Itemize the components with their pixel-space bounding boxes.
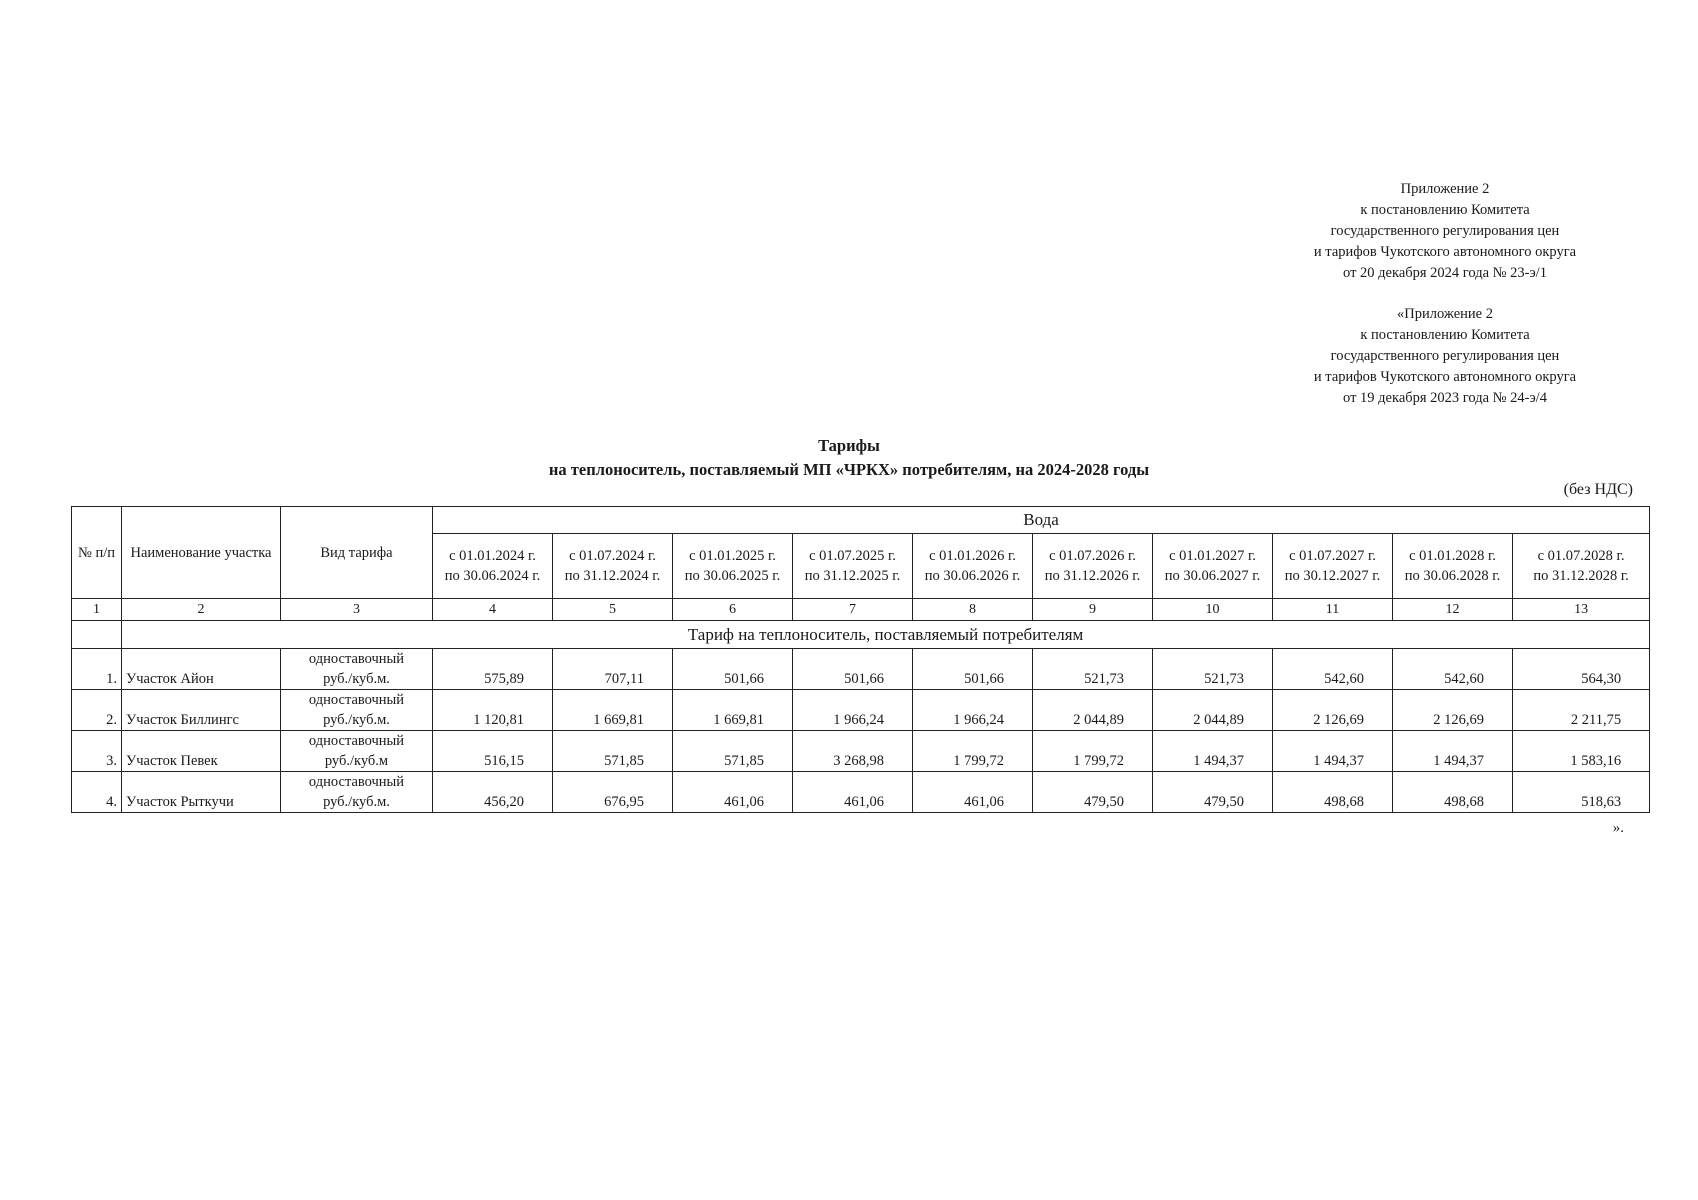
period-from: с 01.07.2027 г. bbox=[1289, 548, 1376, 564]
table-row bbox=[72, 731, 1650, 772]
tariff-value: 521,73 bbox=[1153, 649, 1273, 690]
tariff-value: 1 966,24 bbox=[793, 690, 913, 731]
tariff-type-name: одноставочный bbox=[308, 651, 405, 667]
section-blank-cell bbox=[72, 621, 122, 649]
tariff-value: 2 211,75 bbox=[1513, 690, 1650, 731]
tariff-value: 1 966,24 bbox=[913, 690, 1033, 731]
tariff-value: 3 268,98 bbox=[793, 731, 913, 772]
tariff-type-name: одноставочный bbox=[308, 692, 405, 708]
period-from: с 01.07.2028 г. bbox=[1537, 548, 1625, 564]
column-number: 7 bbox=[793, 599, 913, 621]
period-from: с 01.07.2024 г. bbox=[569, 548, 656, 564]
column-number: 9 bbox=[1033, 599, 1153, 621]
annex-current-line: от 20 декабря 2024 года № 23-э/1 bbox=[1343, 265, 1547, 281]
tariff-type-unit: руб./куб.м. bbox=[323, 712, 390, 728]
column-number: 5 bbox=[553, 599, 673, 621]
header-period bbox=[673, 534, 793, 599]
column-number: 3 bbox=[281, 599, 433, 621]
row-index: 2. bbox=[72, 690, 122, 731]
vat-note: (без НДС) bbox=[1563, 481, 1633, 498]
period-from: с 01.01.2026 г. bbox=[929, 548, 1016, 564]
tariff-type-name: одноставочный bbox=[308, 774, 405, 790]
annex-original-line: государственного регулирования цен bbox=[1330, 348, 1560, 364]
period-from: с 01.01.2024 г. bbox=[449, 548, 536, 564]
tariff-value: 501,66 bbox=[913, 649, 1033, 690]
tariff-value: 521,73 bbox=[1033, 649, 1153, 690]
annex-current-line: государственного регулирования цен bbox=[1330, 223, 1560, 239]
row-area: Участок Певек bbox=[122, 731, 281, 772]
tariff-value: 1 799,72 bbox=[1033, 731, 1153, 772]
annex-original-header bbox=[1245, 304, 1645, 409]
tariff-type-unit: руб./куб.м. bbox=[323, 794, 390, 810]
column-number: 11 bbox=[1273, 599, 1393, 621]
tariff-value: 1 120,81 bbox=[433, 690, 553, 731]
tariff-value: 707,11 bbox=[553, 649, 673, 690]
row-index: 3. bbox=[72, 731, 122, 772]
period-to: по 31.12.2026 г. bbox=[1044, 568, 1141, 584]
tariff-value: 498,68 bbox=[1393, 772, 1513, 813]
tariff-value: 479,50 bbox=[1033, 772, 1153, 813]
annex-current-header bbox=[1245, 179, 1645, 284]
section-title: Тариф на теплоноситель, поставляемый потребителям bbox=[122, 621, 1650, 649]
tariff-value: 501,66 bbox=[673, 649, 793, 690]
tariff-value: 461,06 bbox=[793, 772, 913, 813]
annex-original-line: к постановлению Комитета bbox=[1360, 327, 1530, 343]
tariff-value: 1 494,37 bbox=[1273, 731, 1393, 772]
period-to: по 30.06.2026 г. bbox=[924, 568, 1021, 584]
annex-original-line: и тарифов Чукотского автономного округа bbox=[1313, 369, 1577, 385]
row-tariff-type bbox=[281, 690, 433, 731]
tariff-value: 1 494,37 bbox=[1153, 731, 1273, 772]
period-to: по 30.06.2028 г. bbox=[1404, 568, 1501, 584]
tariff-value: 461,06 bbox=[673, 772, 793, 813]
period-from: с 01.07.2025 г. bbox=[809, 548, 896, 564]
tariff-value: 676,95 bbox=[553, 772, 673, 813]
column-number: 8 bbox=[913, 599, 1033, 621]
tariff-value: 571,85 bbox=[553, 731, 673, 772]
tariff-table bbox=[71, 506, 1650, 813]
column-number: 6 bbox=[673, 599, 793, 621]
tariff-value: 479,50 bbox=[1153, 772, 1273, 813]
tariff-value: 1 669,81 bbox=[553, 690, 673, 731]
tariff-type-unit: руб./куб.м bbox=[324, 753, 389, 769]
period-to: по 30.06.2027 г. bbox=[1164, 568, 1261, 584]
tariff-value: 461,06 bbox=[913, 772, 1033, 813]
tariff-type-name: одноставочный bbox=[308, 733, 405, 749]
annex-current-line: к постановлению Комитета bbox=[1360, 202, 1530, 218]
annex-original-line: «Приложение 2 bbox=[1397, 306, 1493, 322]
tariff-type-unit: руб./куб.м. bbox=[323, 671, 390, 687]
period-from: с 01.07.2026 г. bbox=[1049, 548, 1136, 564]
tariff-value: 1 494,37 bbox=[1393, 731, 1513, 772]
period-to: по 31.12.2024 г. bbox=[564, 568, 661, 584]
tariff-value: 542,60 bbox=[1273, 649, 1393, 690]
header-period bbox=[913, 534, 1033, 599]
column-number: 13 bbox=[1513, 599, 1650, 621]
tariff-value: 2 044,89 bbox=[1153, 690, 1273, 731]
row-index: 4. bbox=[72, 772, 122, 813]
closing-quote-mark: ». bbox=[1612, 820, 1624, 836]
header-period bbox=[433, 534, 553, 599]
table-row bbox=[72, 772, 1650, 813]
header-area: Наименование участка bbox=[122, 507, 281, 599]
tariff-value: 1 669,81 bbox=[673, 690, 793, 731]
tariff-value: 456,20 bbox=[433, 772, 553, 813]
row-area: Участок Рыткучи bbox=[122, 772, 281, 813]
row-area: Участок Айон bbox=[122, 649, 281, 690]
period-to: по 30.06.2025 г. bbox=[684, 568, 781, 584]
tariff-value: 516,15 bbox=[433, 731, 553, 772]
column-number: 2 bbox=[122, 599, 281, 621]
row-area: Участок Биллингс bbox=[122, 690, 281, 731]
header-period bbox=[553, 534, 673, 599]
row-tariff-type bbox=[281, 772, 433, 813]
period-to: по 31.12.2025 г. bbox=[804, 568, 901, 584]
annex-current-line: Приложение 2 bbox=[1400, 181, 1490, 197]
tariff-value: 501,66 bbox=[793, 649, 913, 690]
tariff-value: 1 799,72 bbox=[913, 731, 1033, 772]
header-tariff-type: Вид тарифа bbox=[281, 507, 433, 599]
tariff-value: 2 044,89 bbox=[1033, 690, 1153, 731]
tariff-value: 498,68 bbox=[1273, 772, 1393, 813]
column-number: 12 bbox=[1393, 599, 1513, 621]
annex-original-line: от 19 декабря 2023 года № 24-э/4 bbox=[1343, 390, 1547, 406]
period-from: с 01.01.2028 г. bbox=[1409, 548, 1496, 564]
column-number: 4 bbox=[433, 599, 553, 621]
tariff-value: 518,63 bbox=[1513, 772, 1650, 813]
header-period bbox=[1273, 534, 1393, 599]
annex-current-line: и тарифов Чукотского автономного округа bbox=[1313, 244, 1577, 260]
period-to: по 31.12.2028 г. bbox=[1533, 568, 1629, 584]
tariff-value: 542,60 bbox=[1393, 649, 1513, 690]
header-period bbox=[1033, 534, 1153, 599]
tariff-value: 1 583,16 bbox=[1513, 731, 1650, 772]
tariff-value: 564,30 bbox=[1513, 649, 1650, 690]
header-period bbox=[793, 534, 913, 599]
period-from: с 01.01.2027 г. bbox=[1169, 548, 1256, 564]
period-to: по 30.12.2027 г. bbox=[1284, 568, 1381, 584]
row-tariff-type bbox=[281, 731, 433, 772]
tariff-value: 2 126,69 bbox=[1273, 690, 1393, 731]
header-no: № п/п bbox=[72, 507, 122, 599]
title-line-1: Тарифы bbox=[818, 436, 880, 455]
column-number: 10 bbox=[1153, 599, 1273, 621]
period-from: с 01.01.2025 г. bbox=[689, 548, 776, 564]
header-period bbox=[1513, 534, 1650, 599]
tariff-value: 575,89 bbox=[433, 649, 553, 690]
title-line-2: на теплоноситель, поставляемый МП «ЧРКХ» потребителям, на 2024-2028 годы bbox=[548, 460, 1150, 479]
tariff-value: 571,85 bbox=[673, 731, 793, 772]
header-period bbox=[1153, 534, 1273, 599]
table-row bbox=[72, 649, 1650, 690]
header-group-water: Вода bbox=[433, 507, 1650, 534]
document-title bbox=[70, 434, 1628, 482]
row-index: 1. bbox=[72, 649, 122, 690]
row-tariff-type bbox=[281, 649, 433, 690]
column-number: 1 bbox=[72, 599, 122, 621]
tariff-value: 2 126,69 bbox=[1393, 690, 1513, 731]
period-to: по 30.06.2024 г. bbox=[444, 568, 541, 584]
header-period bbox=[1393, 534, 1513, 599]
table-row bbox=[72, 690, 1650, 731]
